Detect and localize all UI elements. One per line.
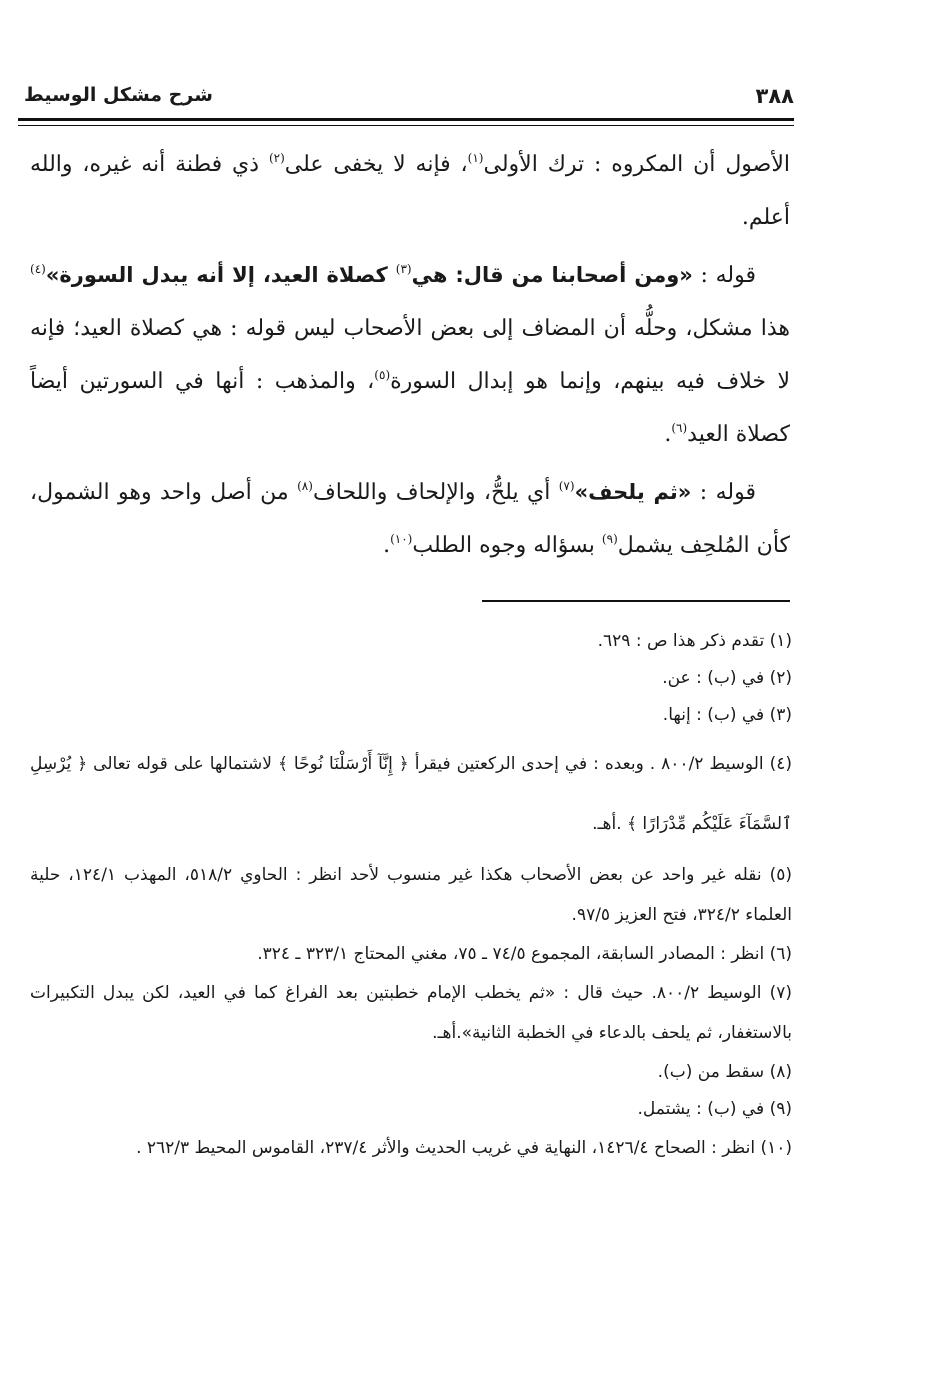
paragraph-2: قوله : «ومن أصحابنا من قال: هي$^{(٣)}$ كصلاة العيد، إلا أنه يبدل السورة»$^{(٤)}$ هذا مشكل، وحلُّه أن المضاف إلى بعض الأصحاب ليس قوله : هي كصلاة العيد؛ فإنه لا خلاف فيه بينهم، وإنما هو إبدال السورة$^{(٥)}$، والمذهب : أنها في السورتين أيضاً كصلاة العيد$^{(٦)}$. — [30, 262, 790, 447]
footnote-ref-7: (٧) — [558, 479, 575, 493]
footnote-3: (٣) في (ب) : إنها. — [662, 705, 792, 725]
page-header — [24, 84, 794, 114]
footnote-ref-6: (٦) — [671, 421, 688, 435]
footnote-5: (٥) نقله غير واحد عن بعض الأصحاب هكذا غير منسوب لأحد انظر : الحاوي ٥١٨/٢، المهذب ١٢٤/١، حلية العلماء ٣٢٤/٢، فتح العزيز ٩٧/٥. — [30, 865, 792, 925]
footnote-ref-1: (١) — [467, 151, 484, 165]
main-text — [30, 138, 790, 577]
footnote-separator — [482, 600, 790, 602]
quoted-text-1: «ومن أصحابنا من قال: هي — [411, 263, 693, 287]
running-title: شرح مشكل الوسيط — [24, 84, 213, 106]
header-rule-thick — [18, 118, 794, 121]
paragraph-1: الأصول أن المكروه : ترك الأولى$^{(١)}$، فإنه لا يخفى على$^{(٢)}$ ذي فطنة أنه غيره، والله أعلم. — [30, 151, 791, 230]
footnote-ref-2: (٢) — [268, 151, 285, 165]
footnote-8: (٨) سقط من (ب). — [657, 1062, 792, 1082]
footnote-ref-10: (١٠) — [390, 532, 413, 546]
quoted-text-3: «ثم يلحف» — [574, 480, 692, 504]
footnote-ref-9: (٩) — [601, 532, 618, 546]
paragraph-3: قوله : «ثم يلحف»$^{(٧)}$ أي يلحُّ، والإلحاف واللحاف$^{(٨)}$ من أصل واحد وهو الشمول، كأن المُلحِف يشمل$^{(٩)}$ بسؤاله وجوه الطلب$^{(١٠)}$. — [30, 479, 790, 558]
footnote-6: (٦) انظر : المصادر السابقة، المجموع ٧٤/٥ ـ ٧٥، مغني المحتاج ٣٢٣/١ ـ ٣٢٤. — [257, 944, 792, 964]
footnote-4: (٤) الوسيط ٨٠٠/٢ . وبعده : في إحدى الركعتين فيقرأ ﴿ إِنَّآ أَرْسَلْنَا نُوحًا ﴾ لاشتمالها على قوله تعالى ﴿ يُرْسِلِ ٱلسَّمَآءَ عَلَيْكُم مِّدْرَارًا ﴾ .أهـ. — [30, 754, 793, 834]
footnotes — [30, 623, 792, 1169]
footnote-1: (١) تقدم ذكر هذا ص : ٦٢٩. — [597, 631, 792, 651]
footnote-ref-8: (٨) — [297, 479, 313, 493]
footnote-ref-4: (٤) — [30, 262, 46, 276]
footnote-ref-5: (٥) — [374, 368, 391, 382]
footnote-2: (٢) في (ب) : عن. — [662, 668, 792, 688]
footnote-10: (١٠) انظر : الصحاح ١٤٢٦/٤، النهاية في غريب الحديث والأثر ٢٣٧/٤، القاموس المحيط ٢٦٢/٣ . — [136, 1138, 792, 1158]
header-rule-thin — [18, 125, 794, 126]
footnote-ref-3: (٣) — [395, 262, 412, 276]
footnote-7: (٧) الوسيط ٨٠٠/٢. حيث قال : «ثم يخطب الإمام خطبتين بعد الفراغ كما في العيد، لكن يبدل التكبيرات بالاستغفار، ثم يلحف بالدعاء في الخطبة الثانية».أهـ. — [30, 983, 792, 1043]
page-number: ٣٨٨ — [755, 84, 794, 108]
footnote-9: (٩) في (ب) : يشتمل. — [637, 1099, 792, 1119]
quoted-text-2: كصلاة العيد، إلا أنه يبدل السورة» — [45, 263, 396, 287]
